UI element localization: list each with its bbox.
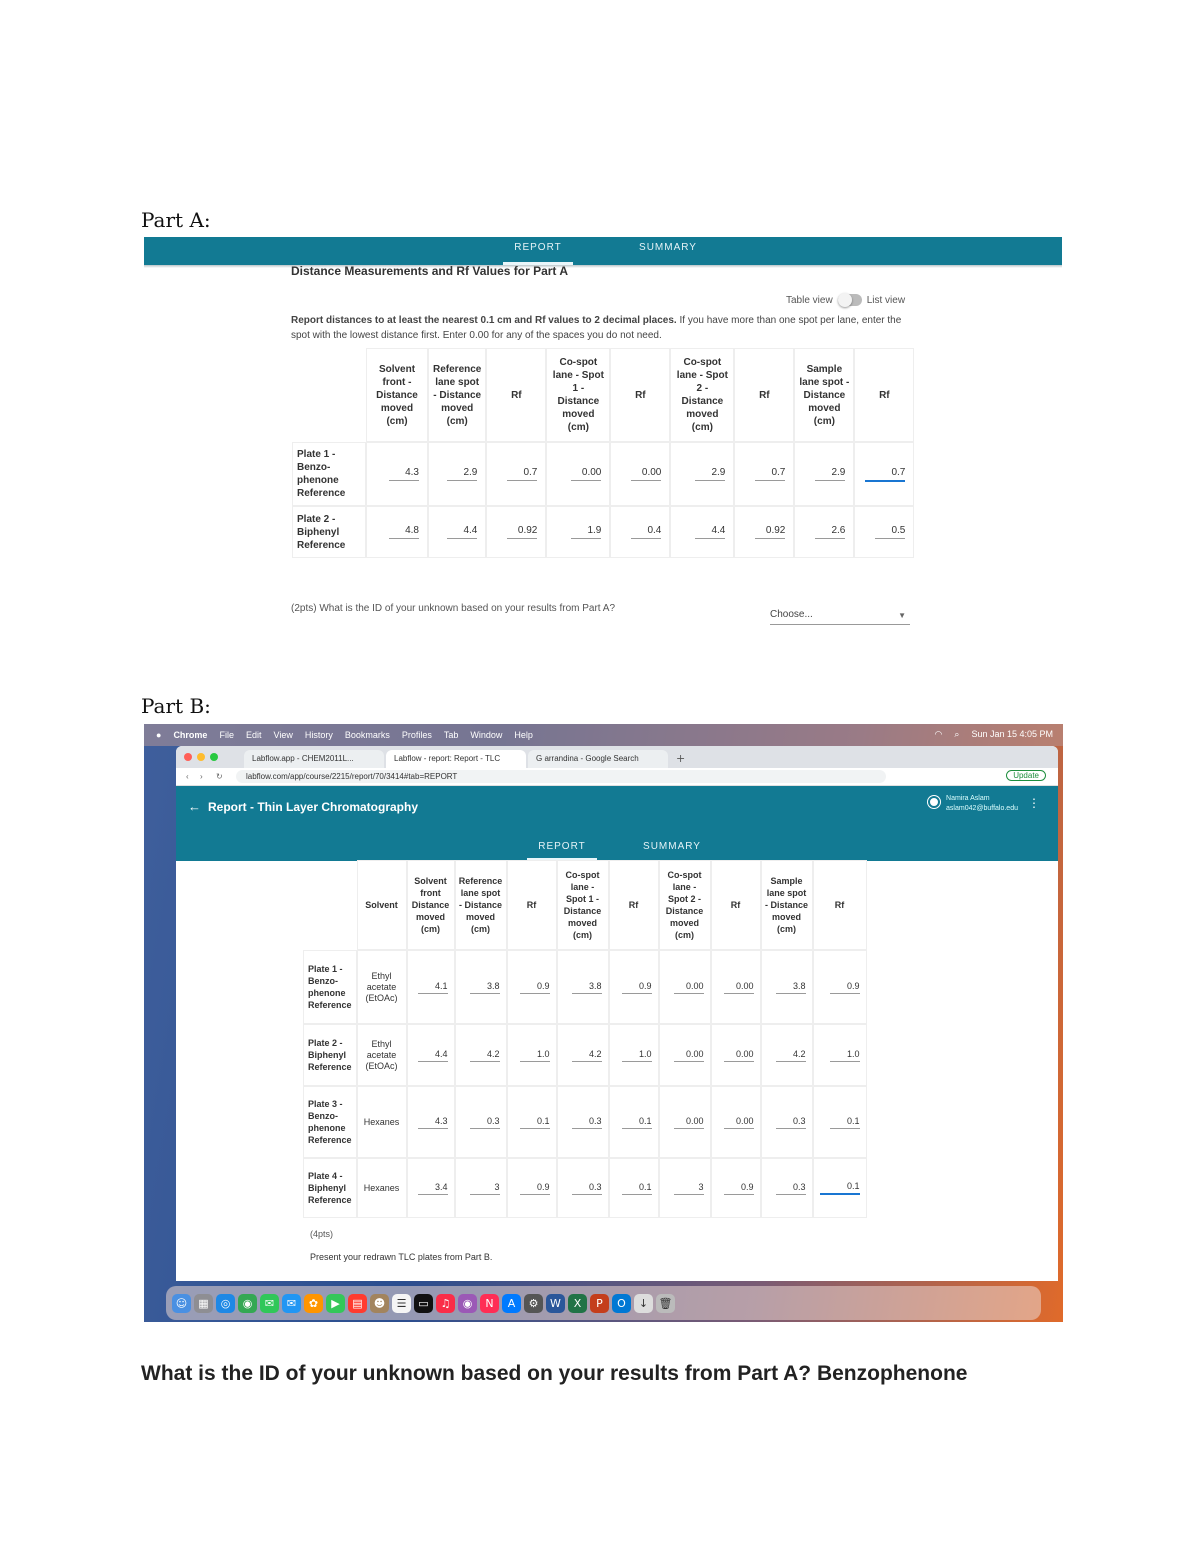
col-header: Co-spot lane - Spot 1 - Distance moved (cm) [547,349,609,441]
report-tab-bar [144,237,1062,265]
value-input[interactable]: 3 [470,1182,500,1195]
solvent-cell: Hexanes [358,1087,406,1157]
row-label: Plate 2 - Biphenyl Reference [304,1025,356,1085]
unknown-id-question: (2pts) What is the ID of your unknown based on your results from Part A? [291,603,616,614]
reload-icon[interactable]: ↻ [216,772,223,781]
points-label: (4pts) [310,1229,334,1239]
menu-item[interactable]: Help [514,730,533,740]
menu-item[interactable]: Tab [443,730,459,740]
menu-item[interactable]: View [273,730,293,740]
col-header: Co-spot lane - Spot 1 - Distance moved (cm) [558,861,608,949]
col-header: Rf [712,861,760,949]
value-input[interactable]: 0.00 [674,1116,704,1129]
mac-dock [166,1286,1041,1320]
mac-menu-bar [144,724,1063,746]
trash-icon[interactable]: 🗑 [656,1294,675,1313]
facetime-icon[interactable]: ▶ [326,1294,345,1313]
col-header: Sample lane spot - Distance moved (cm) [795,349,853,441]
table-view-label: Table view [786,294,833,306]
value-input[interactable]: 0.00 [631,467,661,481]
col-header: Solvent front Distance moved (cm) [408,861,454,949]
row-label: Plate 3 - Benzo-phenone Reference [304,1087,356,1157]
music-icon[interactable]: ♫ [436,1294,455,1313]
value-input[interactable]: 2.9 [447,467,477,481]
menu-item[interactable]: Chrome [173,730,208,740]
update-button[interactable]: Update [1006,770,1046,781]
col-header: Rf [814,861,866,949]
value-input[interactable]: 0.00 [724,1049,754,1062]
value-input[interactable]: 0.00 [674,1049,704,1062]
value-input[interactable]: 0.7 [755,467,785,481]
part-a-screenshot [144,237,1062,637]
col-header: Reference lane spot - Distance moved (cm) [456,861,506,949]
table-row [304,1159,866,1217]
solvent-cell: Ethyl acetate (EtOAc) [358,951,406,1023]
col-header: Rf [487,349,545,441]
instructions-text: If you have more than one spot per lane, enter the spot with the lowest distance first. Enter 0.00 for any of the spaces you do not need. [291,315,902,341]
unknown-id-select[interactable] [770,609,910,625]
menu-item[interactable]: Window [470,730,503,740]
value-input-focused[interactable]: 0.1 [820,1181,860,1195]
value-input[interactable]: 4.2 [470,1049,500,1062]
value-input[interactable]: 3.8 [776,981,806,994]
browser-tab-strip [176,746,1058,768]
instructions-bold: Report distances to at least the nearest 0.1 cm and Rf values to 2 decimal places. [291,315,677,326]
value-input[interactable]: 0.1 [520,1116,550,1129]
value-input[interactable]: 4.3 [389,467,419,481]
row-label: Plate 1 - Benzo-phenone Reference [304,951,356,1023]
chevron-down-icon: ▼ [898,611,906,620]
finder-icon[interactable]: ☺ [172,1294,191,1313]
new-tab-icon[interactable]: + [676,752,686,765]
value-input[interactable]: 4.1 [418,981,448,994]
settings-icon[interactable]: ⚙ [524,1294,543,1313]
list-view-label: List view [866,294,906,306]
value-input[interactable]: 3.8 [572,981,602,994]
user-info[interactable] [946,794,1018,814]
value-input[interactable]: 3.8 [470,981,500,994]
contacts-icon[interactable]: ☻ [370,1294,389,1313]
value-input[interactable]: 0.3 [572,1182,602,1195]
col-header: Rf [610,861,658,949]
value-input[interactable]: 0.1 [622,1182,652,1195]
value-input[interactable]: 0.00 [571,467,601,481]
value-input[interactable]: 3.4 [418,1182,448,1195]
page-title: Report - Thin Layer Chromatography [208,800,419,814]
row-label: Plate 4 - Biphenyl Reference [304,1159,356,1217]
downloads-icon[interactable]: ↓ [634,1294,653,1313]
value-input[interactable]: 0.7 [507,467,537,481]
browser-tab[interactable]: Labflow.app - CHEM2011L... [244,750,384,768]
value-input[interactable]: 0.3 [776,1116,806,1129]
powerpoint-icon[interactable]: P [590,1294,609,1313]
wifi-icon[interactable]: ◠ [934,729,943,739]
menu-item[interactable]: File [219,730,234,740]
solvent-cell: Hexanes [358,1159,406,1217]
more-menu-icon[interactable]: ⋮ [1028,796,1040,810]
tv-icon[interactable]: ▭ [414,1294,433,1313]
col-header: Rf [611,349,669,441]
instructions [291,313,911,343]
excel-icon[interactable]: X [568,1294,587,1313]
tab-summary[interactable]: SUMMARY [639,242,697,253]
app-header [176,786,1058,861]
select-value: Choose... [770,609,813,620]
value-input[interactable]: 2.9 [815,467,845,481]
value-input[interactable]: 2.9 [695,467,725,481]
value-input[interactable]: 4.2 [776,1049,806,1062]
col-header: Rf [855,349,913,441]
value-input[interactable]: 4.4 [695,525,725,539]
value-input[interactable]: 0.1 [622,1116,652,1129]
value-input[interactable]: 0.9 [724,1182,754,1195]
menu-item[interactable]: Profiles [401,730,432,740]
user-email: aslam042@buffalo.edu [946,805,1018,812]
value-input[interactable]: 0.3 [470,1116,500,1129]
value-input[interactable]: 0.9 [520,1182,550,1195]
value-input[interactable]: 3 [674,1182,704,1195]
value-input[interactable]: 4.3 [418,1116,448,1129]
photos-icon[interactable]: ✿ [304,1294,323,1313]
news-icon[interactable]: N [480,1294,499,1313]
value-input-focused[interactable]: 0.7 [865,467,905,482]
menu-item[interactable]: Edit [245,730,262,740]
menu-item[interactable]: Bookmarks [344,730,390,740]
value-input[interactable]: 4.4 [447,525,477,539]
part-b-table [302,859,868,1219]
tab-summary[interactable]: SUMMARY [643,841,701,852]
browser-tab-active[interactable]: Labflow - report: Report - TLC [386,750,526,768]
table-row [293,507,913,557]
part-b-screenshot [144,724,1063,1322]
col-header: Reference lane spot - Distance moved (cm) [429,349,485,441]
value-input[interactable]: 0.4 [631,525,661,539]
value-input[interactable]: 0.9 [520,981,550,994]
value-input[interactable]: 0.3 [776,1182,806,1195]
url-input[interactable]: labflow.com/app/course/2215/report/70/3414#tab=REPORT [236,770,886,783]
messages-icon[interactable]: ✉ [260,1294,279,1313]
close-window-icon[interactable] [184,753,192,761]
col-header: Rf [735,349,793,441]
value-input[interactable]: 0.00 [674,981,704,994]
part-a-table [291,347,915,559]
forward-arrow-icon[interactable]: › [200,772,203,781]
value-input[interactable]: 4.4 [418,1049,448,1062]
address-bar-row [176,768,1058,786]
back-arrow-icon[interactable]: ← [188,799,201,814]
value-input[interactable]: 4.2 [572,1049,602,1062]
value-input[interactable]: 1.0 [622,1049,652,1062]
search-icon[interactable]: ⌕ [954,729,960,739]
menu-item[interactable]: History [304,730,333,740]
app-store-icon[interactable]: A [502,1294,521,1313]
browser-tab[interactable]: G arrandina - Google Search [528,750,668,768]
col-header: Solvent [358,861,406,949]
value-input[interactable]: 0.92 [755,525,785,539]
back-arrow-icon[interactable]: ‹ [186,772,189,781]
value-input[interactable]: 0.92 [507,525,537,539]
part-a-heading: Part A: [141,208,211,232]
mail-icon[interactable]: ✉ [282,1294,301,1313]
value-input[interactable]: 0.9 [622,981,652,994]
table-row [304,951,866,1023]
clock[interactable]: Sun Jan 15 4:05 PM [971,729,1053,739]
view-switch[interactable] [838,294,862,306]
present-instruction: Present your redrawn TLC plates from Part B. [310,1252,493,1262]
row-label: Plate 2 - Biphenyl Reference [293,507,365,557]
tab-report[interactable]: REPORT [527,837,597,861]
table-row [304,1087,866,1157]
value-input[interactable]: 4.8 [389,525,419,539]
col-header: Co-spot lane - Spot 2 - Distance moved (cm) [671,349,733,441]
part-b-heading: Part B: [141,694,211,718]
value-input[interactable]: 0.1 [830,1116,860,1129]
value-input[interactable]: 0.9 [830,981,860,994]
value-input[interactable]: 1.9 [571,525,601,539]
value-input[interactable]: 0.00 [724,981,754,994]
col-header: Co-spot lane - Spot 2 - Distance moved (cm) [660,861,710,949]
value-input[interactable]: 1.0 [520,1049,550,1062]
solvent-cell: Ethyl acetate (EtOAc) [358,1025,406,1085]
col-header: Rf [508,861,556,949]
value-input[interactable]: 0.3 [572,1116,602,1129]
avatar[interactable] [928,796,940,808]
safari-icon[interactable]: ◎ [216,1294,235,1313]
row-label: Plate 1 - Benzo-phenone Reference [293,443,365,505]
value-input[interactable]: 1.0 [830,1049,860,1062]
outlook-icon[interactable]: O [612,1294,631,1313]
col-header: Solvent front - Distance moved (cm) [367,349,427,441]
chrome-icon[interactable]: ◉ [238,1294,257,1313]
table-row [304,1025,866,1085]
user-name: Namira Aslam [946,795,990,802]
reminders-icon[interactable]: ☰ [392,1294,411,1313]
view-toggle[interactable] [786,294,905,306]
maximize-window-icon[interactable] [210,753,218,761]
value-input[interactable]: 0.5 [875,525,905,539]
tab-report[interactable]: REPORT [503,237,573,265]
launchpad-icon[interactable]: ▦ [194,1294,213,1313]
table-row [293,443,913,505]
podcasts-icon[interactable]: ◉ [458,1294,477,1313]
calendar-icon[interactable]: ▤ [348,1294,367,1313]
minimize-window-icon[interactable] [197,753,205,761]
value-input[interactable]: 2.6 [815,525,845,539]
final-answer: What is the ID of your unknown based on your results from Part A? Benzophenone [141,1362,968,1385]
section-title: Distance Measurements and Rf Values for Part A [291,264,568,278]
apple-icon[interactable]: ● [156,730,162,740]
col-header: Sample lane spot - Distance moved (cm) [762,861,812,949]
word-icon[interactable]: W [546,1294,565,1313]
value-input[interactable]: 0.00 [724,1116,754,1129]
